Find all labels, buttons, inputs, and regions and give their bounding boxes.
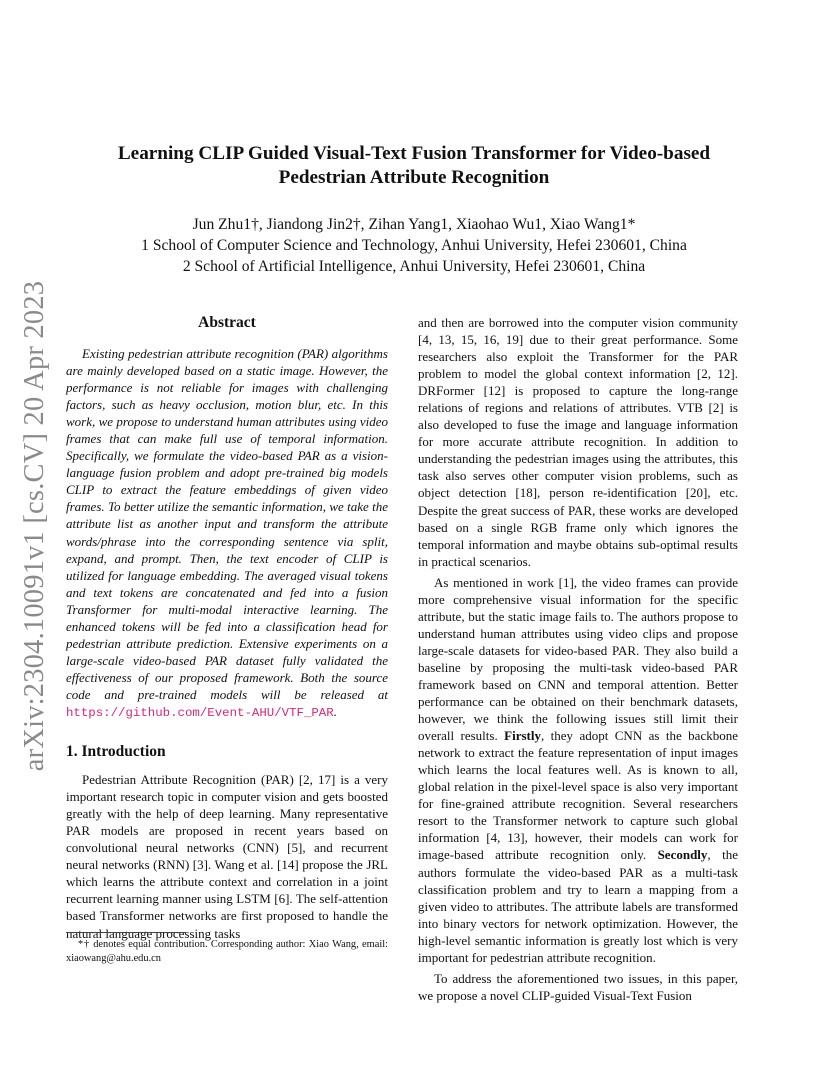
author-list: Jun Zhu1†, Jiandong Jin2†, Zihan Yang1, Xiaohao Wu1, Xiao Wang1*: [192, 216, 636, 233]
title-line-1: Learning CLIP Guided Visual-Text Fusion Transformer for Video-based: [117, 143, 711, 164]
introduction-heading: 1. Introduction: [66, 743, 166, 761]
abstract-end: .: [333, 703, 337, 719]
source-code-link[interactable]: https://github.com/Event-AHU/VTF_PAR: [66, 705, 334, 720]
abstract-heading: Abstract: [198, 314, 256, 331]
footnote-rule: [66, 932, 186, 933]
p2-secondly: Secondly: [657, 847, 708, 863]
right-paragraph-2: [418, 574, 738, 966]
right-paragraph-3: To address the aforementioned two issues, in this paper, we propose a novel CLIP-guided Visual-Text Fusion: [418, 970, 738, 1003]
right-paragraph-1: and then are borrowed into the computer vision community [4, 13, 15, 16, 19] due to their great performance. Some researchers also exploit the Transformer for the PAR problem to model the global context information [2, 12]. DRFormer [12] is proposed to capture the long-range relations of regions and relations of attributes. VTB [2] is also developed to fuse the image and language information for more accurate attribute recognition. In addition to understanding the pedestrian images using the attributes, this task also serves other computer vision problems, such as object detection [18], person re-identification [20], etc. Despite the great success of PAR, these works are developed based on a single RGB frame only which ignores the temporal information and maybe obtains sub-optimal results in practical scenarios.: [418, 315, 738, 569]
affiliation-1: 1 School of Computer Science and Technology, Anhui University, Hefei 230601, China: [141, 237, 687, 254]
p2-part-a: As mentioned in work [1], the video frames can provide more comprehensive visual information for the specific attribute, but the static image fails to. The authors propose to understand human attributes using video clips and propose large-scale datasets for video-based PAR. They also build a baseline by proposing the multi-task video-based PAR framework based on CNN and temporal attention. Better performance can be obtained on their benchmark datasets, however, we think the following issues still limit their overall results.: [418, 574, 738, 744]
author-block: [70, 214, 758, 277]
abstract-body: [66, 345, 388, 722]
arxiv-identifier: [18, 280, 52, 772]
p2-part-c: , the authors formulate the video-based PAR as a multi-task classification problem and try to learn a mapping from a given video to attributes. The attribute labels are transformed into binary vectors for network optimization. However, the high-level semantic information is greatly lost which is very important for pedestrian attribute recognition.: [418, 847, 738, 965]
introduction-paragraph-1: Pedestrian Attribute Recognition (PAR) [2, 17] is a very important research topic in computer vision and gets boosted greatly with the help of deep learning. Many representative PAR models are proposed in recent years based on convolutional neural networks (CNN) [5], and recurrent neural networks (RNN) [3]. Wang et al. [14] propose the JRL which learns the attribute context and correlation in a joint recurrent learning manner using LSTM [6]. The self-attention based Transformer networks are first proposed to handle the natural language processing tasks: [66, 772, 388, 941]
left-column: [66, 314, 388, 942]
affiliation-2: 2 School of Artificial Intelligence, Anhui University, Hefei 230601, China: [182, 258, 646, 275]
footnote-text: *† denotes equal contribution. Corresponding author: Xiao Wang, email: xiaowang@ahu.edu.cn: [66, 939, 388, 964]
paper-title: [70, 142, 758, 190]
footnote: [66, 932, 388, 966]
right-column: [418, 314, 738, 1004]
arxiv-identifier-text: arXiv:2304.10091v1 [cs.CV] 20 Apr 2023: [19, 280, 51, 772]
title-line-2: Pedestrian Attribute Recognition: [278, 167, 550, 188]
p2-firstly: Firstly: [504, 728, 541, 744]
p2-part-b: , they adopt CNN as the backbone network to extract the feature representation of input images which learns the local features well. As is known to all, global relation in the pixel-level space is also very important for fine-grained attribute recognition. Several researchers resort to the Transformer network to capture such global information [4, 13], however, their models can work for image-based attribute recognition only.: [418, 728, 738, 863]
abstract-text: Existing pedestrian attribute recognition (PAR) algorithms are mainly developed based on a static image. However, the performance is not reliable for images with challenging factors, such as heavy occlusion, motion blur, etc. In this work, we propose to understand human attributes using video frames that can make full use of temporal information. Specifically, we formulate the video-based PAR as a vision-language fusion problem and adopt pre-trained big models CLIP to extract the feature embeddings of given video frames. To better utilize the semantic information, we take the attribute list as another input and transform the attribute words/phrase into the corresponding sentence via split, expand, and prompt. Then, the text encoder of CLIP is utilized for language embedding. The averaged visual tokens and text tokens are concatenated and fed into a fusion Transformer for multi-modal interactive learning. The enhanced tokens will be fed into a classification head for pedestrian attribute prediction. Extensive experiments on a large-scale video-based PAR dataset fully validated the effectiveness of our proposed framework. Both the source code and pre-trained models will be released at: [66, 346, 388, 702]
